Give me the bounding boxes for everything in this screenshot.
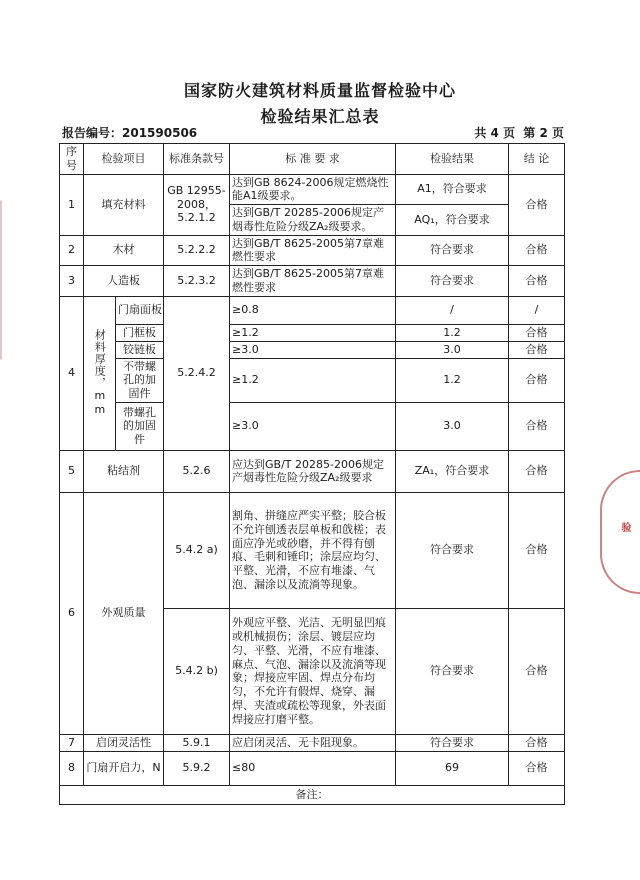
row-clause: 5.2.4.2 (164, 296, 230, 450)
row-clause: 5.2.3.2 (164, 266, 230, 297)
row-conclusion: 合格 (509, 358, 565, 402)
row-requirement: 割角、拼缝应严实平整；胶合板不允许刨透表层单板和戗槎；表面应净光或砂磨，并不得有刨痕、毛刺和锤印；涂层应均匀、平整、光滑，不应有堆漆、气泡、漏涂以及流淌等现象。 (230, 492, 396, 608)
row-item: 启闭灵活性 (84, 734, 164, 751)
header-item: 检验项目 (84, 144, 164, 175)
row-conclusion: 合格 (509, 734, 565, 751)
row-requirement: ≥3.0 (230, 341, 396, 358)
row-result: 69 (396, 751, 509, 785)
row-result: 3.0 (396, 402, 509, 450)
seal-edge-left (0, 200, 12, 360)
row-clause: 5.9.2 (164, 751, 230, 785)
row-number: 3 (60, 266, 84, 297)
row-number: 5 (60, 450, 84, 492)
row-requirement: ≥0.8 (230, 296, 396, 324)
document-subtitle: 检验结果汇总表 (260, 107, 380, 126)
header-clause: 标准条款号 (164, 144, 230, 175)
header-result: 检验结果 (396, 144, 509, 175)
row-clause: 5.9.1 (164, 734, 230, 751)
document-title: 国家防火建筑材料质量监督检验中心 (183, 81, 456, 100)
row-number: 6 (60, 492, 84, 734)
row-result: A1，符合要求 (396, 174, 509, 205)
row-subitem: 带螺孔的加固件 (116, 402, 164, 450)
page-total: 共 4 页 (474, 126, 516, 140)
seal-text: 验 (619, 522, 630, 532)
page-info (474, 124, 568, 141)
row-item: 外观质量 (84, 492, 164, 734)
table-row (60, 751, 565, 785)
row-conclusion: 合格 (509, 450, 565, 492)
row-clause: GB 12955-2008，5.2.1.2 (164, 174, 230, 235)
row-item: 木材 (84, 235, 164, 266)
row-conclusion: 合格 (509, 266, 565, 297)
row-number: 4 (60, 296, 84, 450)
row-requirement: 达到GB/T 8625-2005第7章难燃性要求 (230, 235, 396, 266)
header-no: 序号 (60, 144, 84, 175)
table-row (60, 450, 565, 492)
table-row (60, 402, 565, 450)
table-row (60, 266, 565, 297)
row-clause: 5.2.6 (164, 450, 230, 492)
row-requirement: 应达到GB/T 20285-2006规定产烟毒性危险分级ZA₂级要求 (230, 450, 396, 492)
row-requirement: 达到GB/T 8625-2005第7章难燃性要求 (230, 266, 396, 297)
row-result: 1.2 (396, 324, 509, 341)
row-result: 符合要求 (396, 734, 509, 751)
row-clause: 5.4.2 b) (164, 608, 230, 734)
remark-row (60, 785, 565, 804)
row-item-label: 材料厚度，mm (93, 329, 107, 418)
table-row (60, 492, 565, 608)
row-conclusion: 合格 (509, 492, 565, 608)
row-conclusion: / (509, 296, 565, 324)
row-result: 符合要求 (396, 266, 509, 297)
results-table (59, 143, 565, 805)
seal-stamp (600, 470, 640, 594)
row-conclusion: 合格 (509, 174, 565, 235)
row-conclusion: 合格 (509, 235, 565, 266)
row-requirement: 达到GB 8624-2006规定燃烧性能A1级要求。 (230, 174, 396, 205)
row-item: 门扇开启力，N (84, 751, 164, 785)
row-result: AQ₁，符合要求 (396, 205, 509, 236)
row-item: 人造板 (84, 266, 164, 297)
row-item: 粘结剂 (84, 450, 164, 492)
row-result: 符合要求 (396, 608, 509, 734)
row-requirement: 应启闭灵活、无卡阻现象。 (230, 734, 396, 751)
row-item: 填充材料 (84, 174, 164, 235)
row-subitem: 门扇面板 (116, 296, 164, 324)
row-clause: 5.2.2.2 (164, 235, 230, 266)
row-conclusion: 合格 (509, 402, 565, 450)
page-current: 第 2 页 (523, 126, 564, 140)
report-number: 报告编号：201590506 (62, 126, 198, 140)
row-number: 8 (60, 751, 84, 785)
row-item (84, 296, 116, 450)
row-conclusion: 合格 (509, 608, 565, 734)
row-subitem: 铰链板 (116, 341, 164, 358)
row-conclusion: 合格 (509, 341, 565, 358)
row-number: 1 (60, 174, 84, 235)
table-row (60, 235, 565, 266)
row-requirement: ≤80 (230, 751, 396, 785)
table-row (60, 324, 565, 341)
header-requirement: 标 准 要 求 (230, 144, 396, 175)
row-requirement: 达到GB/T 20285-2006规定产烟毒性危险分级ZA₂级要求。 (230, 205, 396, 236)
row-result: 1.2 (396, 358, 509, 402)
table-row (60, 358, 565, 402)
table-row (60, 341, 565, 358)
row-number: 2 (60, 235, 84, 266)
row-requirement: ≥1.2 (230, 324, 396, 341)
header-conclusion: 结 论 (509, 144, 565, 175)
row-number: 7 (60, 734, 84, 751)
row-requirement: 外观应平整、光洁、无明显凹痕或机械损伤；涂层、镀层应均匀、平整、光滑，不应有堆漆、麻点、气泡、漏涂以及流淌等现象；焊接应牢固、焊点分布均匀，不允许有假焊、烧穿、漏焊、夹渣或疏松等现象，外表面焊接应打磨平整。 (230, 608, 396, 734)
row-requirement: ≥1.2 (230, 358, 396, 402)
row-result: / (396, 296, 509, 324)
row-result: 符合要求 (396, 492, 509, 608)
remark-label: 备注： (60, 785, 565, 804)
row-clause: 5.4.2 a) (164, 492, 230, 608)
row-conclusion: 合格 (509, 751, 565, 785)
row-conclusion: 合格 (509, 324, 565, 341)
table-row (60, 174, 565, 205)
row-result: ZA₁，符合要求 (396, 450, 509, 492)
row-result: 符合要求 (396, 235, 509, 266)
table-header-row (60, 144, 565, 175)
table-row (60, 296, 565, 324)
table-row (60, 734, 565, 751)
row-requirement: ≥3.0 (230, 402, 396, 450)
row-subitem: 门框板 (116, 324, 164, 341)
row-result: 3.0 (396, 341, 509, 358)
row-subitem: 不带螺孔的加固件 (116, 358, 164, 402)
